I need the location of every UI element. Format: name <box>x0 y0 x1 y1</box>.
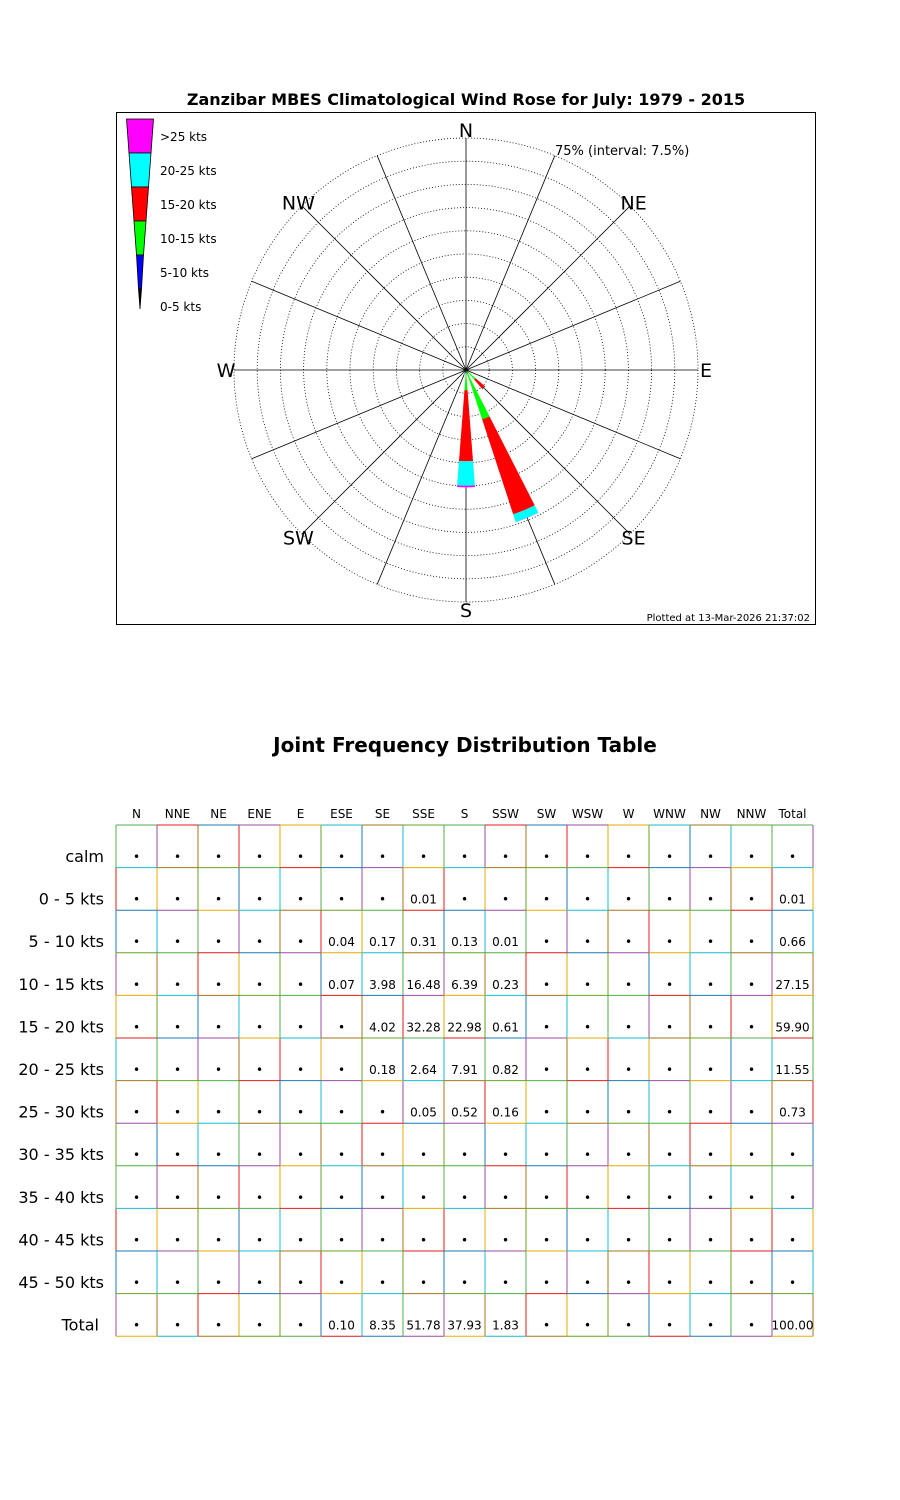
table-cell: • <box>419 1148 428 1163</box>
table-cell: • <box>378 850 387 864</box>
table-cell: • <box>583 977 592 992</box>
table-cell: • <box>788 1148 797 1163</box>
table-cell: 0.17 <box>369 935 396 950</box>
table-cell: • <box>665 892 674 907</box>
table-cell: • <box>460 892 469 907</box>
table-cell: • <box>255 935 264 950</box>
legend-item <box>137 255 209 289</box>
table-cell: • <box>132 1233 141 1248</box>
table-cell: • <box>706 1190 715 1205</box>
table-cell: • <box>132 892 141 907</box>
table-cell: • <box>296 1276 305 1290</box>
table-cell: 11.55 <box>775 1063 810 1077</box>
table-cell: • <box>173 850 182 864</box>
table-cell: 37.93 <box>447 1318 482 1333</box>
table-cell: • <box>747 977 756 992</box>
table-cell: 1.83 <box>492 1318 519 1333</box>
table-cell: • <box>624 1020 633 1035</box>
table-cell: • <box>747 1105 756 1120</box>
spoke-14 <box>302 206 466 370</box>
table-cell: • <box>665 977 674 992</box>
table-cell: • <box>706 850 715 864</box>
table-cell: • <box>747 1190 756 1205</box>
table-cell: • <box>624 977 633 992</box>
table-cell: • <box>296 935 305 950</box>
column-header-ssw: SSW <box>491 807 520 821</box>
table-cell: 0.61 <box>492 1020 519 1035</box>
table-cell: • <box>501 1148 510 1163</box>
legend-swatch <box>132 187 149 221</box>
table-cell: • <box>624 1190 633 1205</box>
table-cell: • <box>132 935 141 950</box>
table-cell: • <box>583 1233 592 1248</box>
table-cell: 0.10 <box>328 1318 355 1333</box>
table-cell: • <box>132 1020 141 1035</box>
table-cell: • <box>583 1105 592 1120</box>
table-cell: 0.16 <box>492 1105 519 1120</box>
legend-label: >25 kts <box>160 130 208 144</box>
table-cell: • <box>706 1063 715 1077</box>
table-cell: 59.90 <box>775 1020 810 1035</box>
column-header-sw: SW <box>536 807 557 821</box>
column-header-wsw: WSW <box>571 807 604 821</box>
table-cell: • <box>706 1105 715 1120</box>
table-cell: • <box>337 1190 346 1205</box>
row-header: 10 - 15 kts <box>18 974 104 994</box>
column-header-ese: ESE <box>330 807 353 821</box>
row-header: 0 - 5 kts <box>38 889 104 909</box>
table-cell: • <box>337 1063 346 1077</box>
table-cell: • <box>337 1105 346 1120</box>
table-cell: • <box>706 1233 715 1248</box>
table-cell: • <box>214 977 223 992</box>
table-cell: • <box>706 1318 715 1333</box>
table-cell: • <box>583 1020 592 1035</box>
table-cell: • <box>214 892 223 907</box>
table-cell: 100.00 <box>771 1318 814 1333</box>
table-cell: • <box>255 1020 264 1035</box>
table-cell: 22.98 <box>447 1020 482 1035</box>
table-cell: • <box>337 1276 346 1290</box>
table-cell: • <box>665 1020 674 1035</box>
table-cell: • <box>706 892 715 907</box>
table-cell: • <box>460 850 469 864</box>
table-cell: • <box>132 850 141 864</box>
table-cell: 32.28 <box>406 1020 441 1035</box>
table-cell: • <box>542 1318 551 1333</box>
spoke-9 <box>377 370 466 584</box>
legend <box>127 119 217 314</box>
wind-sectors <box>457 370 538 522</box>
direction-label-ne: NE <box>620 192 647 215</box>
table-cell: • <box>501 1190 510 1205</box>
table-cell: • <box>583 892 592 907</box>
table-row <box>133 1233 796 1247</box>
table-cell: • <box>173 935 182 950</box>
table-cell: • <box>624 850 633 864</box>
table-cell: 4.02 <box>369 1020 396 1035</box>
table-cell: 0.01 <box>492 935 519 950</box>
table-row <box>133 850 796 864</box>
table-cell: • <box>665 1276 674 1290</box>
table-cell: 0.82 <box>492 1063 519 1077</box>
legend-swatch <box>139 289 142 309</box>
table-cell: • <box>542 1063 551 1077</box>
table-cell: • <box>173 1148 182 1163</box>
table-cell: • <box>747 1233 756 1248</box>
column-header-se: SE <box>374 807 391 821</box>
table-cell: 3.98 <box>369 977 396 992</box>
table-cell: • <box>173 1276 182 1290</box>
table-cell: • <box>296 1020 305 1035</box>
table-cell: 0.73 <box>779 1105 806 1120</box>
table-cell: 0.66 <box>779 935 806 950</box>
table-cell: 0.01 <box>410 892 437 907</box>
row-header: 30 - 35 kts <box>18 1145 104 1165</box>
spoke-6 <box>466 370 630 534</box>
wind-rose-chart <box>0 0 900 660</box>
column-header-total: Total <box>778 807 807 821</box>
table-cell: • <box>624 1063 633 1077</box>
table-cell: • <box>542 1020 551 1035</box>
legend-swatch <box>127 119 154 153</box>
table-cell: • <box>460 1190 469 1205</box>
table-cell: • <box>296 850 305 864</box>
table-cell: • <box>583 1148 592 1163</box>
table-cell: 0.13 <box>451 935 478 950</box>
table-row <box>133 1148 796 1162</box>
table-cell: • <box>460 1148 469 1163</box>
table-cell: 0.52 <box>451 1105 478 1120</box>
table-cell: • <box>747 935 756 950</box>
table-cell: • <box>706 1276 715 1290</box>
column-header-sse: SSE <box>412 807 435 821</box>
table-cell: • <box>665 1063 674 1077</box>
table-cell: • <box>542 977 551 992</box>
table-cell: • <box>624 1276 633 1290</box>
table-cell: • <box>706 1020 715 1035</box>
column-header-ene: ENE <box>247 807 272 821</box>
table-cell: • <box>255 1233 264 1248</box>
spoke-3 <box>466 281 680 370</box>
table-cell: • <box>542 1276 551 1290</box>
table-cell: • <box>173 977 182 992</box>
table-cell: • <box>583 1318 592 1333</box>
table-cell: • <box>255 1318 264 1333</box>
legend-label: 0-5 kts <box>160 300 202 314</box>
table-cell: • <box>665 1190 674 1205</box>
table-cell: • <box>378 1148 387 1163</box>
table-cell: • <box>132 1148 141 1163</box>
table-cell: • <box>583 935 592 950</box>
table-cell: • <box>378 892 387 907</box>
legend-item <box>129 153 217 187</box>
table-cell: • <box>255 1105 264 1120</box>
table-cell: • <box>788 1276 797 1290</box>
table-cell: • <box>460 1233 469 1248</box>
table-cell: • <box>665 1318 674 1333</box>
legend-item <box>127 119 208 153</box>
table-cell: • <box>460 1276 469 1290</box>
table-cell: • <box>501 1276 510 1290</box>
table-cell: • <box>788 1190 797 1205</box>
column-header-wnw: WNW <box>653 807 686 821</box>
table-cell: 0.31 <box>410 935 437 950</box>
table-cell: • <box>132 1105 141 1120</box>
row-header: 35 - 40 kts <box>18 1187 104 1207</box>
table-cell: • <box>788 850 797 864</box>
table-cell: • <box>624 892 633 907</box>
plot-timestamp: Plotted at 13-Mar-2026 21:37:02 <box>646 613 810 624</box>
table-cell: • <box>501 850 510 864</box>
table-cell: • <box>542 1148 551 1163</box>
direction-label-se: SE <box>621 527 646 550</box>
direction-label-e: E <box>699 360 713 382</box>
row-header: 25 - 30 kts <box>18 1102 104 1122</box>
table-cell: • <box>255 892 264 907</box>
column-header-s: S <box>460 807 469 821</box>
table-title: Joint Frequency Distribution Table <box>273 733 657 757</box>
spoke-15 <box>377 156 466 370</box>
table-cell: • <box>788 1233 797 1248</box>
table-cell: 0.04 <box>328 935 355 950</box>
table-cell: • <box>747 1148 756 1163</box>
table-cell: • <box>665 850 674 864</box>
table-cell: • <box>132 1190 141 1205</box>
legend-swatch <box>137 255 144 289</box>
table-cell: • <box>214 850 223 864</box>
table-cell: • <box>173 892 182 907</box>
row-header: 40 - 45 kts <box>18 1230 104 1250</box>
row-header: 45 - 50 kts <box>18 1273 104 1292</box>
table-cell: 0.05 <box>410 1105 437 1120</box>
row-header: calm <box>65 847 104 866</box>
ring-scale-label: 75% (interval: 7.5%) <box>555 144 690 159</box>
table-cell: • <box>296 892 305 907</box>
direction-label-w: W <box>216 360 236 382</box>
sector-s-20-25-kts <box>457 461 475 486</box>
table-cell: • <box>747 1063 756 1077</box>
table-row <box>133 893 806 907</box>
table-cell: • <box>173 1020 182 1035</box>
spoke-13 <box>252 281 466 370</box>
table-row <box>133 1276 796 1290</box>
table-cell: • <box>173 1318 182 1333</box>
legend-item <box>134 221 217 255</box>
table-cell: • <box>214 1318 223 1333</box>
spoke-10 <box>302 370 466 534</box>
table-cell: • <box>173 1105 182 1120</box>
table-cell: 16.48 <box>406 977 441 992</box>
table-cell: • <box>255 850 264 864</box>
table-cell: • <box>296 1148 305 1163</box>
direction-label-n: N <box>458 120 474 142</box>
table-cell: • <box>542 1190 551 1205</box>
legend-swatch <box>134 221 146 255</box>
table-row <box>133 1106 806 1120</box>
legend-label: 10-15 kts <box>160 232 217 246</box>
table-cell: • <box>419 1233 428 1248</box>
table-cell: 0.18 <box>369 1063 396 1077</box>
table-cell: • <box>665 1233 674 1248</box>
table-cell: 0.01 <box>779 892 806 907</box>
table-row <box>133 1020 810 1034</box>
direction-label-s: S <box>459 600 473 622</box>
table-cell: • <box>665 1148 674 1163</box>
table-cell: • <box>337 850 346 864</box>
legend-label: 20-25 kts <box>160 164 217 178</box>
table-row <box>133 935 806 949</box>
table-cell: 0.07 <box>328 977 355 992</box>
column-header-nnw: NNW <box>736 807 767 821</box>
table-cell: • <box>337 1020 346 1035</box>
column-header-e: E <box>296 807 305 821</box>
table-cell: • <box>214 1190 223 1205</box>
table-cell: • <box>747 1020 756 1035</box>
table-cells <box>133 850 814 1333</box>
table-cell: • <box>255 1063 264 1077</box>
legend-swatch <box>129 153 151 187</box>
table-cell: • <box>296 1063 305 1077</box>
table-cell: • <box>378 1276 387 1290</box>
table-cell: • <box>337 1148 346 1163</box>
table-cell: • <box>706 977 715 992</box>
spoke-1 <box>466 156 555 370</box>
direction-label-sw: SW <box>282 527 314 550</box>
table-cell: • <box>624 1233 633 1248</box>
column-header-n: N <box>132 807 141 821</box>
table-cell: • <box>296 1233 305 1248</box>
spoke-2 <box>466 206 630 370</box>
sector-ssw-20-25-kts <box>464 372 466 375</box>
table-cell: • <box>419 1276 428 1290</box>
table-cell: • <box>214 1063 223 1077</box>
table-cell: • <box>747 1276 756 1290</box>
table-cell: • <box>542 935 551 950</box>
table-cell: • <box>706 1148 715 1163</box>
table-cell: 51.78 <box>406 1318 441 1333</box>
table-cell: • <box>624 1318 633 1333</box>
table-cell: • <box>214 1233 223 1248</box>
table-cell: • <box>337 892 346 907</box>
table-cell: 2.64 <box>410 1063 437 1077</box>
column-header-nne: NNE <box>164 807 191 821</box>
table-cell: • <box>214 1020 223 1035</box>
column-header-nw: NW <box>700 807 721 821</box>
table-row <box>133 978 810 992</box>
table-cell: • <box>296 1105 305 1120</box>
table-cell: • <box>501 892 510 907</box>
legend-item <box>139 289 202 314</box>
table-cell: • <box>173 1190 182 1205</box>
table-row <box>133 1191 796 1205</box>
table-cell: • <box>255 1148 264 1163</box>
column-header-ne: NE <box>210 807 227 821</box>
table-cell: • <box>624 1105 633 1120</box>
table-cell: • <box>378 1105 387 1120</box>
table-cell: • <box>255 1276 264 1290</box>
table-cell: • <box>583 850 592 864</box>
table-cell: • <box>132 1276 141 1290</box>
legend-label: 5-10 kts <box>160 266 209 280</box>
table-cell: • <box>583 1190 592 1205</box>
row-header: 5 - 10 kts <box>28 932 104 952</box>
sector-s-15-20-kts <box>459 390 473 461</box>
table-cell: 27.15 <box>775 977 810 992</box>
table-cell: • <box>542 1233 551 1248</box>
table-cell: • <box>337 1233 346 1248</box>
table-cell: • <box>542 892 551 907</box>
table-cell: • <box>665 935 674 950</box>
table-cell: • <box>542 850 551 864</box>
table-cell: • <box>296 1318 305 1333</box>
table-cell: 7.91 <box>451 1063 478 1077</box>
table-cell: • <box>132 1318 141 1333</box>
table-cell: 6.39 <box>451 977 478 992</box>
table-row-headers <box>18 847 104 1335</box>
table-cell: • <box>214 1276 223 1290</box>
table-cell: • <box>173 1233 182 1248</box>
table-cell: • <box>296 1190 305 1205</box>
table-cell: • <box>419 1190 428 1205</box>
joint-frequency-table <box>0 800 900 1360</box>
table-cell: • <box>747 892 756 907</box>
table-cell: • <box>214 935 223 950</box>
table-cell: 8.35 <box>369 1318 396 1333</box>
table-cell: • <box>583 1063 592 1077</box>
table-cell: • <box>501 1233 510 1248</box>
table-cell: • <box>665 1105 674 1120</box>
table-cell: • <box>296 977 305 992</box>
table-cell: • <box>255 977 264 992</box>
table-cell: 0.23 <box>492 977 519 992</box>
table-cell: • <box>624 935 633 950</box>
chart-title: Zanzibar MBES Climatological Wind Rose for July: 1979 - 2015 <box>186 90 746 109</box>
table-cell: • <box>214 1105 223 1120</box>
table-cell: • <box>624 1148 633 1163</box>
spoke-11 <box>252 370 466 459</box>
table-cell: • <box>132 977 141 992</box>
table-cell: • <box>378 1190 387 1205</box>
legend-label: 15-20 kts <box>160 198 217 212</box>
table-cell: • <box>214 1148 223 1163</box>
table-cell: • <box>583 1276 592 1290</box>
column-header-w: W <box>622 807 635 821</box>
table-cell: • <box>747 850 756 864</box>
table-row <box>133 1063 810 1077</box>
table-cell: • <box>255 1190 264 1205</box>
table-row <box>133 1319 814 1333</box>
row-header: Total <box>61 1315 99 1335</box>
table-column-headers <box>132 807 807 821</box>
table-cell: • <box>173 1063 182 1077</box>
direction-label-nw: NW <box>281 192 315 215</box>
table-cell: • <box>706 935 715 950</box>
legend-item <box>132 187 217 221</box>
table-cell: • <box>378 1233 387 1248</box>
table-cell: • <box>747 1318 756 1333</box>
sector-se-15-20-kts <box>474 378 485 389</box>
row-header: 15 - 20 kts <box>18 1017 104 1037</box>
table-cell: • <box>132 1063 141 1077</box>
table-cell: • <box>419 850 428 864</box>
row-header: 20 - 25 kts <box>18 1060 104 1079</box>
table-cell: • <box>542 1105 551 1120</box>
